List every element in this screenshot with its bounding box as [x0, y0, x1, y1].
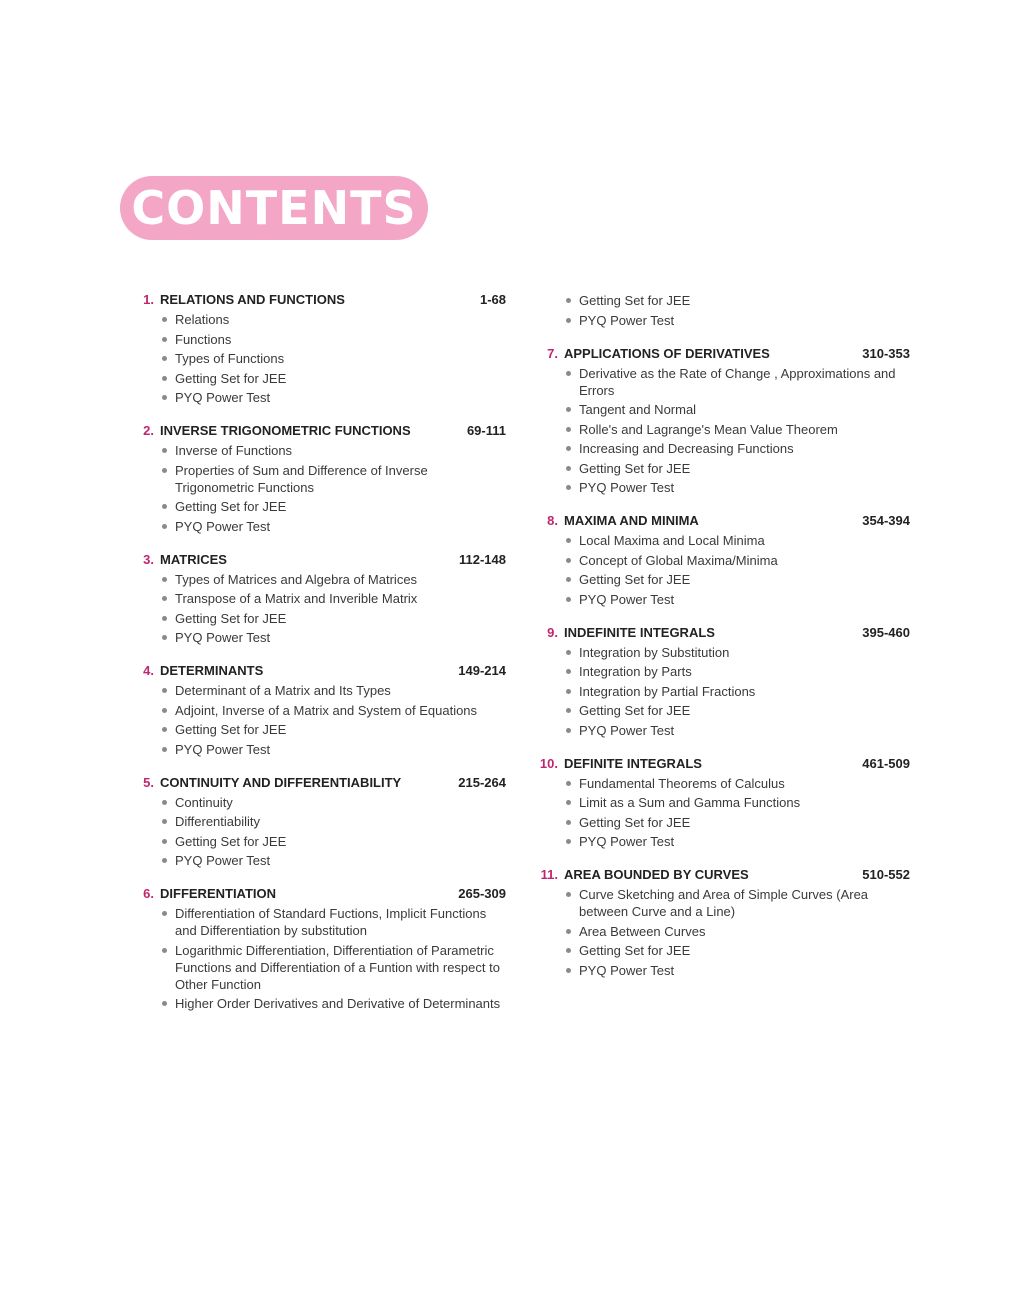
topic-item[interactable]: PYQ Power Test [564, 479, 910, 496]
chapter-entry [134, 886, 506, 1012]
chapter-entry [536, 625, 910, 739]
chapter-number: 7. [547, 345, 558, 361]
topic-list [536, 644, 910, 739]
chapter-page-range: 354-394 [862, 513, 910, 528]
chapter-heading[interactable] [536, 867, 910, 884]
topic-item[interactable]: Concept of Global Maxima/Minima [564, 552, 910, 569]
topic-item[interactable]: Differentiation of Standard Fuctions, Implicit Functions and Differentiation by substitution [160, 905, 506, 939]
chapter-page-range: 149-214 [458, 663, 506, 678]
topic-item[interactable]: Integration by Partial Fractions [564, 683, 910, 700]
contents-banner [120, 176, 428, 240]
topic-item[interactable]: Relations [160, 311, 506, 328]
topic-item[interactable]: Area Between Curves [564, 923, 910, 940]
topic-list [536, 775, 910, 851]
topic-item[interactable]: Getting Set for JEE [564, 460, 910, 477]
topic-item[interactable]: Adjoint, Inverse of a Matrix and System of Equations [160, 702, 506, 719]
chapter-number: 3. [143, 551, 154, 567]
topic-item[interactable]: Getting Set for JEE [160, 721, 506, 738]
topic-item[interactable]: Inverse of Functions [160, 442, 506, 459]
topic-item[interactable]: PYQ Power Test [564, 591, 910, 608]
chapter-number: 1. [143, 292, 154, 307]
topic-item[interactable]: PYQ Power Test [160, 518, 506, 535]
chapter-title: AREA BOUNDED BY CURVES [564, 867, 749, 882]
chapter-page-range: 395-460 [862, 624, 910, 640]
topic-list [536, 292, 910, 329]
chapter-title: DIFFERENTIATION [160, 886, 277, 901]
topic-item[interactable]: Types of Matrices and Algebra of Matrices [160, 571, 506, 588]
topic-item[interactable]: Logarithmic Differentiation, Differentiation of Parametric Functions and Differentiation of a Funtion with respect to Other Function [160, 942, 506, 993]
chapter-number: 8. [547, 513, 558, 528]
topic-item[interactable]: Derivative as the Rate of Change , Approximations and Errors [564, 365, 910, 399]
topic-item[interactable]: Getting Set for JEE [160, 498, 506, 515]
chapter-page-range: 265-309 [458, 886, 506, 901]
chapter-heading[interactable] [536, 756, 910, 773]
topic-item[interactable]: Fundamental Theorems of Calculus [564, 775, 910, 792]
chapter-entry [134, 423, 506, 535]
chapter-title: DEFINITE INTEGRALS [564, 755, 702, 771]
topic-list [134, 794, 506, 870]
topic-item[interactable]: PYQ Power Test [564, 833, 910, 850]
chapter-title: DETERMINANTS [160, 663, 264, 678]
topic-item[interactable]: PYQ Power Test [160, 389, 506, 406]
chapter-heading[interactable] [134, 423, 506, 440]
topic-item[interactable]: Integration by Parts [564, 663, 910, 680]
chapter-page-range: 69-111 [466, 423, 506, 438]
topic-item[interactable]: Curve Sketching and Area of Simple Curves (Area between Curve and a Line) [564, 886, 910, 920]
topic-item[interactable]: PYQ Power Test [160, 629, 506, 646]
chapter-heading[interactable] [134, 292, 506, 309]
chapter-title: MAXIMA AND MINIMA [564, 513, 699, 528]
chapter-page-range: 310-353 [862, 345, 910, 361]
topic-item[interactable]: Local Maxima and Local Minima [564, 532, 910, 549]
chapter-number: 6. [143, 886, 154, 901]
toc-left-column [134, 292, 506, 1029]
chapter-page-range: 1-68 [479, 292, 506, 307]
chapter-page-range: 461-509 [862, 755, 910, 771]
chapter-title: INVERSE TRIGONOMETRIC FUNCTIONS [160, 423, 411, 438]
chapter-page-range: 112-148 [459, 551, 506, 567]
topic-list [536, 886, 910, 979]
chapter-number: 10. [539, 755, 558, 771]
topic-item[interactable]: Rolle's and Lagrange's Mean Value Theorem [564, 421, 910, 438]
topic-list [134, 442, 506, 535]
chapter-entry [536, 513, 910, 608]
topic-item[interactable]: Transpose of a Matrix and Inverible Matrix [160, 590, 506, 607]
chapter-title: INDEFINITE INTEGRALS [564, 624, 715, 640]
topic-item[interactable]: Properties of Sum and Difference of Inverse Trigonometric Functions [160, 462, 506, 496]
topic-list [536, 365, 910, 497]
topic-item[interactable]: Integration by Substitution [564, 644, 910, 661]
chapter-entry [134, 552, 506, 647]
topic-item[interactable]: Tangent and Normal [564, 401, 910, 418]
chapter-entry [536, 346, 910, 497]
chapter-heading[interactable] [536, 625, 910, 642]
topic-item[interactable]: Getting Set for JEE [160, 833, 506, 850]
continued-topics [536, 292, 910, 329]
chapter-number: 5. [143, 774, 154, 790]
chapter-entry [134, 775, 506, 870]
topic-list [134, 311, 506, 406]
topic-item[interactable]: Differentiability [160, 813, 506, 830]
chapter-entry [536, 867, 910, 979]
topic-item[interactable]: Types of Functions [160, 350, 506, 367]
topic-list [134, 571, 506, 647]
topic-item[interactable]: Functions [160, 331, 506, 348]
topic-item[interactable]: PYQ Power Test [160, 741, 506, 758]
topic-item[interactable]: Getting Set for JEE [564, 292, 910, 309]
chapter-title: CONTINUITY AND DIFFERENTIABILITY [160, 774, 402, 790]
topic-item[interactable]: Getting Set for JEE [160, 610, 506, 627]
contents-title: CONTENTS [131, 181, 417, 235]
topic-item[interactable]: Higher Order Derivatives and Derivative of Determinants [160, 995, 506, 1012]
topic-item[interactable]: Getting Set for JEE [564, 814, 910, 831]
chapter-heading[interactable] [134, 552, 506, 569]
topic-item[interactable]: Continuity [160, 794, 506, 811]
topic-list [536, 532, 910, 608]
topic-item[interactable]: Determinant of a Matrix and Its Types [160, 682, 506, 699]
topic-item[interactable]: Getting Set for JEE [564, 571, 910, 588]
chapter-heading[interactable] [536, 346, 910, 363]
chapter-title: APPLICATIONS OF DERIVATIVES [564, 345, 770, 361]
chapter-heading[interactable] [134, 886, 506, 903]
topic-item[interactable]: Getting Set for JEE [564, 942, 910, 959]
topic-item[interactable]: Limit as a Sum and Gamma Functions [564, 794, 910, 811]
chapter-page-range: 510-552 [862, 867, 910, 882]
chapter-entry [134, 663, 506, 758]
chapter-title: RELATIONS AND FUNCTIONS [160, 292, 345, 307]
topic-item[interactable]: PYQ Power Test [160, 852, 506, 869]
topic-item[interactable]: PYQ Power Test [564, 312, 910, 329]
chapter-heading[interactable] [134, 663, 506, 680]
chapter-entry [536, 756, 910, 851]
topic-list [134, 905, 506, 1012]
topic-list [134, 682, 506, 758]
chapter-number: 9. [547, 624, 558, 640]
topic-item[interactable]: Increasing and Decreasing Functions [564, 440, 910, 457]
topic-item[interactable]: PYQ Power Test [564, 962, 910, 979]
toc-right-column [536, 292, 910, 996]
chapter-number: 2. [143, 423, 154, 438]
chapter-entry [134, 292, 506, 406]
topic-item[interactable]: Getting Set for JEE [160, 370, 506, 387]
topic-item[interactable]: PYQ Power Test [564, 722, 910, 739]
chapter-number: 11. [540, 867, 558, 882]
chapter-page-range: 215-264 [458, 774, 506, 790]
chapter-title: MATRICES [160, 551, 227, 567]
chapter-heading[interactable] [536, 513, 910, 530]
chapter-number: 4. [143, 663, 154, 678]
chapter-heading[interactable] [134, 775, 506, 792]
topic-item[interactable]: Getting Set for JEE [564, 702, 910, 719]
